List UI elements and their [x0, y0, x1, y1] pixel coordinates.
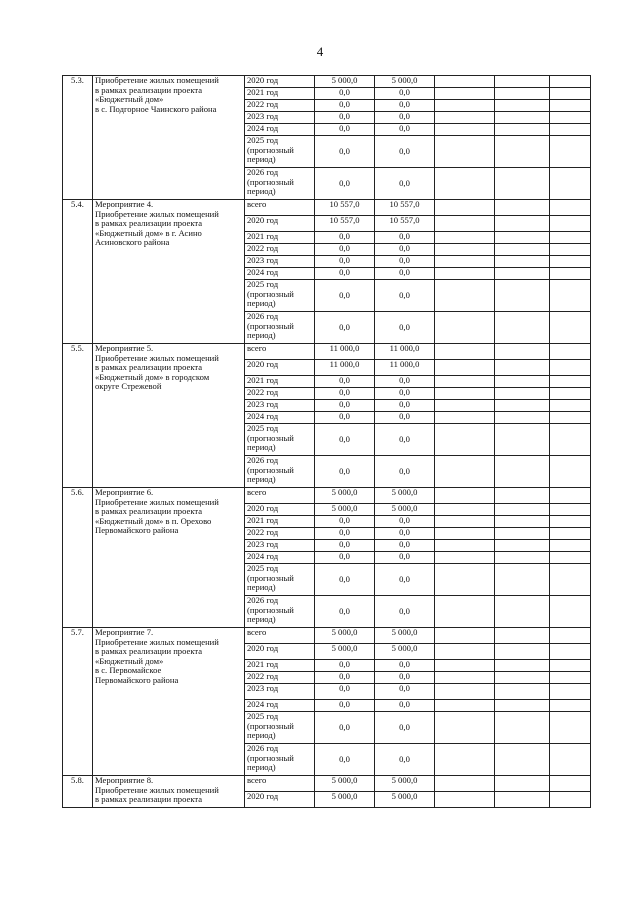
- empty-cell: [435, 456, 495, 488]
- total-value-cell: 0,0: [315, 552, 375, 564]
- table-row: [63, 344, 591, 360]
- total-value-cell: 0,0: [315, 112, 375, 124]
- total-value-cell: 0,0: [315, 516, 375, 528]
- empty-cell: [550, 312, 591, 344]
- empty-cell: [495, 344, 550, 360]
- empty-cell: [495, 100, 550, 112]
- empty-cell: [495, 232, 550, 244]
- total-value-cell: 0,0: [315, 100, 375, 112]
- year-cell: 2023 год: [245, 684, 315, 700]
- empty-cell: [435, 504, 495, 516]
- empty-cell: [495, 424, 550, 456]
- empty-cell: [495, 216, 550, 232]
- year-cell: 2023 год: [245, 112, 315, 124]
- year-cell: 2025 год (прогнозный период): [245, 424, 315, 456]
- year-cell: 2020 год: [245, 792, 315, 808]
- budget-value-cell: 10 557,0: [375, 216, 435, 232]
- empty-cell: [495, 112, 550, 124]
- total-value-cell: 0,0: [315, 564, 375, 596]
- empty-cell: [435, 360, 495, 376]
- empty-cell: [550, 256, 591, 268]
- empty-cell: [435, 596, 495, 628]
- empty-cell: [435, 256, 495, 268]
- budget-value-cell: 0,0: [375, 412, 435, 424]
- budget-value-cell: 0,0: [375, 528, 435, 540]
- empty-cell: [550, 424, 591, 456]
- total-value-cell: 5 000,0: [315, 488, 375, 504]
- budget-value-cell: 5 000,0: [375, 628, 435, 644]
- total-value-cell: 0,0: [315, 168, 375, 200]
- year-cell: 2021 год: [245, 660, 315, 672]
- budget-value-cell: 11 000,0: [375, 344, 435, 360]
- empty-cell: [495, 312, 550, 344]
- empty-cell: [435, 216, 495, 232]
- empty-cell: [435, 268, 495, 280]
- budget-value-cell: 0,0: [375, 280, 435, 312]
- empty-cell: [495, 280, 550, 312]
- total-value-cell: 5 000,0: [315, 628, 375, 644]
- year-cell: 2022 год: [245, 100, 315, 112]
- empty-cell: [435, 76, 495, 88]
- section-number: 5.4.: [63, 200, 93, 344]
- empty-cell: [550, 76, 591, 88]
- empty-cell: [550, 776, 591, 792]
- empty-cell: [550, 672, 591, 684]
- empty-cell: [435, 376, 495, 388]
- empty-cell: [550, 488, 591, 504]
- budget-value-cell: 0,0: [375, 540, 435, 552]
- empty-cell: [495, 456, 550, 488]
- empty-cell: [495, 504, 550, 516]
- year-cell: 2020 год: [245, 76, 315, 88]
- empty-cell: [495, 488, 550, 504]
- budget-value-cell: 0,0: [375, 376, 435, 388]
- table-row: [63, 628, 591, 644]
- budget-value-cell: 0,0: [375, 672, 435, 684]
- empty-cell: [550, 268, 591, 280]
- year-cell: всего: [245, 488, 315, 504]
- section-description: Мероприятие 4. Приобретение жилых помещений в рамках реализации проекта «Бюджетный дом» в г. Асино Асиновского района: [93, 200, 245, 344]
- empty-cell: [495, 540, 550, 552]
- budget-value-cell: 0,0: [375, 564, 435, 596]
- budget-value-cell: 0,0: [375, 244, 435, 256]
- total-value-cell: 10 557,0: [315, 200, 375, 216]
- empty-cell: [550, 684, 591, 700]
- empty-cell: [550, 280, 591, 312]
- empty-cell: [550, 200, 591, 216]
- empty-cell: [435, 232, 495, 244]
- empty-cell: [495, 660, 550, 672]
- empty-cell: [495, 596, 550, 628]
- empty-cell: [495, 256, 550, 268]
- empty-cell: [550, 168, 591, 200]
- total-value-cell: 0,0: [315, 136, 375, 168]
- empty-cell: [435, 684, 495, 700]
- empty-cell: [495, 360, 550, 376]
- empty-cell: [495, 776, 550, 792]
- budget-value-cell: 0,0: [375, 596, 435, 628]
- budget-value-cell: 0,0: [375, 388, 435, 400]
- total-value-cell: 0,0: [315, 268, 375, 280]
- budget-value-cell: 0,0: [375, 516, 435, 528]
- empty-cell: [495, 700, 550, 712]
- empty-cell: [550, 216, 591, 232]
- total-value-cell: 10 557,0: [315, 216, 375, 232]
- empty-cell: [495, 528, 550, 540]
- year-cell: 2020 год: [245, 504, 315, 516]
- budget-value-cell: 0,0: [375, 712, 435, 744]
- year-cell: 2021 год: [245, 516, 315, 528]
- empty-cell: [550, 712, 591, 744]
- empty-cell: [435, 88, 495, 100]
- budget-value-cell: 0,0: [375, 268, 435, 280]
- empty-cell: [435, 564, 495, 596]
- budget-value-cell: 0,0: [375, 232, 435, 244]
- empty-cell: [550, 660, 591, 672]
- budget-value-cell: 5 000,0: [375, 776, 435, 792]
- empty-cell: [435, 344, 495, 360]
- section-description: Мероприятие 5. Приобретение жилых помещений в рамках реализации проекта «Бюджетный дом» в городском округе Стрежевой: [93, 344, 245, 488]
- year-cell: 2023 год: [245, 400, 315, 412]
- empty-cell: [435, 700, 495, 712]
- empty-cell: [550, 540, 591, 552]
- table-row: [63, 488, 591, 504]
- total-value-cell: 0,0: [315, 88, 375, 100]
- empty-cell: [495, 628, 550, 644]
- total-value-cell: 5 000,0: [315, 644, 375, 660]
- empty-cell: [495, 564, 550, 596]
- total-value-cell: 5 000,0: [315, 792, 375, 808]
- empty-cell: [435, 244, 495, 256]
- empty-cell: [495, 516, 550, 528]
- year-cell: 2022 год: [245, 388, 315, 400]
- year-cell: 2021 год: [245, 376, 315, 388]
- budget-table: [62, 75, 591, 808]
- total-value-cell: 11 000,0: [315, 344, 375, 360]
- year-cell: 2023 год: [245, 540, 315, 552]
- budget-value-cell: 0,0: [375, 312, 435, 344]
- section-description: Мероприятие 8. Приобретение жилых помещений в рамках реализации проекта: [93, 776, 245, 808]
- budget-value-cell: 5 000,0: [375, 76, 435, 88]
- empty-cell: [495, 684, 550, 700]
- empty-cell: [495, 792, 550, 808]
- empty-cell: [550, 136, 591, 168]
- total-value-cell: 0,0: [315, 388, 375, 400]
- total-value-cell: 0,0: [315, 712, 375, 744]
- year-cell: всего: [245, 200, 315, 216]
- year-cell: 2023 год: [245, 256, 315, 268]
- section-number: 5.6.: [63, 488, 93, 628]
- empty-cell: [435, 200, 495, 216]
- empty-cell: [550, 388, 591, 400]
- total-value-cell: 0,0: [315, 312, 375, 344]
- year-cell: 2025 год (прогнозный период): [245, 136, 315, 168]
- total-value-cell: 11 000,0: [315, 360, 375, 376]
- total-value-cell: 5 000,0: [315, 504, 375, 516]
- budget-value-cell: 0,0: [375, 552, 435, 564]
- empty-cell: [495, 644, 550, 660]
- year-cell: 2026 год (прогнозный период): [245, 596, 315, 628]
- empty-cell: [495, 412, 550, 424]
- empty-cell: [435, 644, 495, 660]
- empty-cell: [550, 564, 591, 596]
- total-value-cell: 0,0: [315, 244, 375, 256]
- budget-value-cell: 0,0: [375, 424, 435, 456]
- empty-cell: [550, 504, 591, 516]
- empty-cell: [550, 376, 591, 388]
- empty-cell: [435, 628, 495, 644]
- empty-cell: [550, 552, 591, 564]
- year-cell: всего: [245, 776, 315, 792]
- empty-cell: [495, 200, 550, 216]
- year-cell: 2024 год: [245, 268, 315, 280]
- empty-cell: [550, 360, 591, 376]
- empty-cell: [495, 168, 550, 200]
- empty-cell: [435, 400, 495, 412]
- empty-cell: [435, 540, 495, 552]
- empty-cell: [435, 552, 495, 564]
- empty-cell: [495, 744, 550, 776]
- empty-cell: [550, 88, 591, 100]
- year-cell: 2024 год: [245, 700, 315, 712]
- empty-cell: [495, 88, 550, 100]
- empty-cell: [550, 792, 591, 808]
- total-value-cell: 0,0: [315, 280, 375, 312]
- page-number: 4: [316, 44, 324, 59]
- table-row: [63, 76, 591, 88]
- year-cell: 2025 год (прогнозный период): [245, 280, 315, 312]
- total-value-cell: 0,0: [315, 540, 375, 552]
- year-cell: 2024 год: [245, 552, 315, 564]
- budget-value-cell: 0,0: [375, 124, 435, 136]
- empty-cell: [495, 672, 550, 684]
- empty-cell: [550, 628, 591, 644]
- empty-cell: [550, 516, 591, 528]
- year-cell: 2022 год: [245, 672, 315, 684]
- year-cell: 2025 год (прогнозный период): [245, 564, 315, 596]
- empty-cell: [495, 76, 550, 88]
- total-value-cell: 0,0: [315, 660, 375, 672]
- empty-cell: [435, 528, 495, 540]
- budget-value-cell: 11 000,0: [375, 360, 435, 376]
- year-cell: 2021 год: [245, 232, 315, 244]
- total-value-cell: 0,0: [315, 376, 375, 388]
- total-value-cell: 0,0: [315, 684, 375, 700]
- empty-cell: [435, 312, 495, 344]
- budget-value-cell: 0,0: [375, 112, 435, 124]
- section-number: 5.5.: [63, 344, 93, 488]
- empty-cell: [435, 516, 495, 528]
- empty-cell: [495, 268, 550, 280]
- total-value-cell: 0,0: [315, 232, 375, 244]
- empty-cell: [435, 280, 495, 312]
- year-cell: 2024 год: [245, 412, 315, 424]
- empty-cell: [550, 456, 591, 488]
- table-row: [63, 776, 591, 792]
- total-value-cell: 0,0: [315, 596, 375, 628]
- empty-cell: [435, 168, 495, 200]
- empty-cell: [435, 112, 495, 124]
- empty-cell: [550, 400, 591, 412]
- budget-value-cell: 0,0: [375, 456, 435, 488]
- section-description: Мероприятие 7. Приобретение жилых помещений в рамках реализации проекта «Бюджетный дом» в с. Первомайское Первомайского района: [93, 628, 245, 776]
- budget-value-cell: 5 000,0: [375, 792, 435, 808]
- empty-cell: [495, 712, 550, 744]
- year-cell: 2022 год: [245, 244, 315, 256]
- year-cell: 2024 год: [245, 124, 315, 136]
- section-description: Приобретение жилых помещений в рамках реализации проекта «Бюджетный дом» в с. Подгорное Чаинского района: [93, 76, 245, 200]
- empty-cell: [550, 644, 591, 660]
- budget-value-cell: 0,0: [375, 660, 435, 672]
- year-cell: всего: [245, 344, 315, 360]
- empty-cell: [550, 244, 591, 256]
- total-value-cell: 5 000,0: [315, 76, 375, 88]
- year-cell: 2021 год: [245, 88, 315, 100]
- total-value-cell: 0,0: [315, 672, 375, 684]
- budget-value-cell: 0,0: [375, 684, 435, 700]
- total-value-cell: 0,0: [315, 744, 375, 776]
- empty-cell: [550, 700, 591, 712]
- empty-cell: [435, 124, 495, 136]
- empty-cell: [550, 744, 591, 776]
- empty-cell: [435, 136, 495, 168]
- empty-cell: [435, 744, 495, 776]
- empty-cell: [435, 712, 495, 744]
- budget-value-cell: 0,0: [375, 100, 435, 112]
- empty-cell: [435, 488, 495, 504]
- empty-cell: [495, 388, 550, 400]
- empty-cell: [435, 776, 495, 792]
- empty-cell: [495, 136, 550, 168]
- total-value-cell: 0,0: [315, 412, 375, 424]
- total-value-cell: 5 000,0: [315, 776, 375, 792]
- year-cell: всего: [245, 628, 315, 644]
- table-row: [63, 200, 591, 216]
- total-value-cell: 0,0: [315, 456, 375, 488]
- budget-value-cell: 0,0: [375, 744, 435, 776]
- empty-cell: [550, 100, 591, 112]
- empty-cell: [495, 376, 550, 388]
- year-cell: 2026 год (прогнозный период): [245, 168, 315, 200]
- empty-cell: [435, 100, 495, 112]
- total-value-cell: 0,0: [315, 528, 375, 540]
- empty-cell: [435, 792, 495, 808]
- total-value-cell: 0,0: [315, 124, 375, 136]
- empty-cell: [495, 244, 550, 256]
- empty-cell: [495, 400, 550, 412]
- budget-value-cell: 0,0: [375, 168, 435, 200]
- total-value-cell: 0,0: [315, 256, 375, 268]
- budget-value-cell: 0,0: [375, 136, 435, 168]
- total-value-cell: 0,0: [315, 424, 375, 456]
- empty-cell: [495, 552, 550, 564]
- year-cell: 2020 год: [245, 216, 315, 232]
- year-cell: 2020 год: [245, 360, 315, 376]
- empty-cell: [550, 344, 591, 360]
- budget-value-cell: 5 000,0: [375, 644, 435, 660]
- year-cell: 2026 год (прогнозный период): [245, 456, 315, 488]
- budget-value-cell: 0,0: [375, 256, 435, 268]
- year-cell: 2026 год (прогнозный период): [245, 744, 315, 776]
- empty-cell: [550, 232, 591, 244]
- year-cell: 2025 год (прогнозный период): [245, 712, 315, 744]
- empty-cell: [550, 528, 591, 540]
- empty-cell: [550, 412, 591, 424]
- empty-cell: [435, 672, 495, 684]
- empty-cell: [550, 596, 591, 628]
- empty-cell: [435, 388, 495, 400]
- total-value-cell: 0,0: [315, 700, 375, 712]
- year-cell: 2026 год (прогнозный период): [245, 312, 315, 344]
- budget-value-cell: 0,0: [375, 700, 435, 712]
- section-description: Мероприятие 6. Приобретение жилых помещений в рамках реализации проекта «Бюджетный дом» в п. Орехово Первомайского района: [93, 488, 245, 628]
- empty-cell: [495, 124, 550, 136]
- section-number: 5.3.: [63, 76, 93, 200]
- budget-value-cell: 0,0: [375, 88, 435, 100]
- budget-value-cell: 10 557,0: [375, 200, 435, 216]
- budget-value-cell: 5 000,0: [375, 488, 435, 504]
- empty-cell: [435, 424, 495, 456]
- budget-value-cell: 5 000,0: [375, 504, 435, 516]
- total-value-cell: 0,0: [315, 400, 375, 412]
- empty-cell: [550, 124, 591, 136]
- year-cell: 2022 год: [245, 528, 315, 540]
- empty-cell: [435, 412, 495, 424]
- empty-cell: [550, 112, 591, 124]
- empty-cell: [435, 660, 495, 672]
- section-number: 5.7.: [63, 628, 93, 776]
- budget-value-cell: 0,0: [375, 400, 435, 412]
- year-cell: 2020 год: [245, 644, 315, 660]
- section-number: 5.8.: [63, 776, 93, 808]
